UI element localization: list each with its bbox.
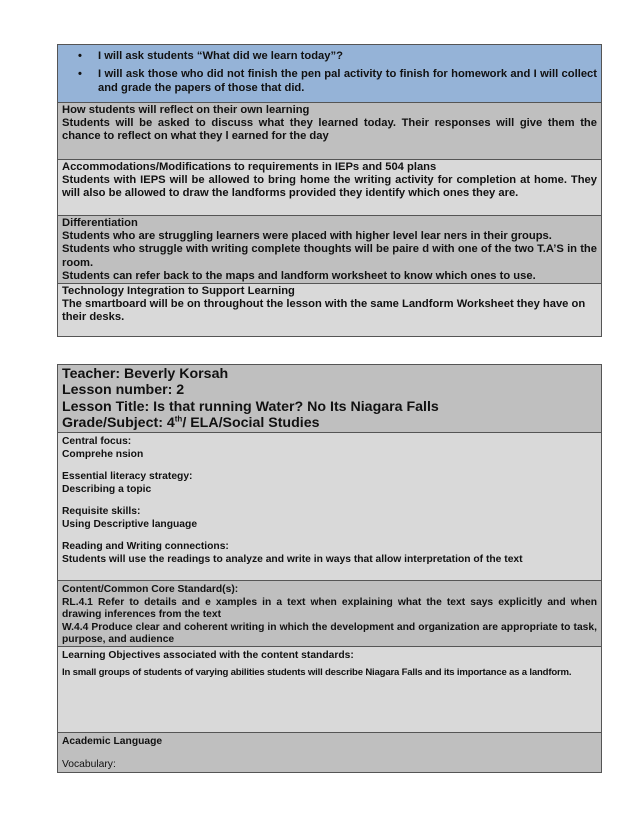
objectives-cell (58, 647, 601, 733)
reading-writing-label: Reading and Writing connections: (62, 541, 229, 552)
reflection-title: How students will reflect on their own learning (62, 104, 310, 116)
bullet-icon: • (78, 68, 82, 80)
literacy-strategy-value: Describing a topic (62, 483, 152, 495)
standards-cell (58, 581, 601, 647)
teacher-name: Teacher: Beverly Korsah (62, 366, 229, 382)
standard-w: W.4.4 Produce clear and coherent writing in which the development and organization are appropriate to task, purpose, and audience (62, 621, 597, 645)
lesson-number: Lesson number: 2 (62, 382, 185, 399)
lesson-header-cell (58, 365, 601, 433)
bullet-item: • I will ask those who did not finish the pen pal activity to finish for homework and I will collect and grade the papers of those that did. (78, 68, 597, 94)
reflection-cell (58, 103, 601, 160)
lesson-title: Lesson Title: Is that running Water? No Its Niagara Falls (62, 398, 439, 415)
accommodations-text: Students with IEPS will be allowed to bring home the writing activity for completion at home. They will also be allowed to draw the landforms provided they identify which ones they are. (62, 174, 597, 200)
differentiation-cell (58, 216, 601, 284)
objectives-text: In small groups of students of varying abilities students will describe Niagara Falls and its importance as a landform. (62, 666, 572, 678)
technology-text: The smartboard will be on throughout the lesson with the same Landform Worksheet they have on their desks. (62, 298, 586, 324)
requisite-skills-value: Using Descriptive language (62, 518, 198, 530)
bullet-item: • I will ask students “What did we learn today”? (78, 50, 343, 62)
standard-rl: RL.4.1 Refer to details and e xamples in a text when explaining what the text says explicitly and when drawing inferences from the text (62, 596, 597, 620)
technology-cell (58, 284, 601, 337)
central-focus-value: Comprehe nsion (62, 448, 144, 460)
accommodations-title: Accommodations/Modifications to requirements in IEPs and 504 plans (62, 161, 437, 173)
lesson-plan-table-continued (57, 44, 602, 337)
differentiation-title: Differentiation (62, 217, 138, 229)
reflection-text: Students will be asked to discuss what they learned today. Their responses will give them the chance to reflect on what they l earned for the day (62, 117, 597, 143)
differentiation-line: Students who are struggling learners were placed with higher level lear ners in their groups. (62, 230, 552, 243)
central-focus-label: Central focus: (62, 436, 132, 447)
differentiation-line: Students can refer back to the maps and landform worksheet to know which ones to use. (62, 269, 536, 282)
focus-cell (58, 433, 601, 581)
differentiation-line: Students who struggle with writing complete thoughts will be paire d with one of the two T.A’S in the room. (62, 243, 597, 269)
vocabulary-label: Vocabulary: (62, 758, 116, 770)
grade-subject: Grade/Subject: 4th/ ELA/Social Studies (62, 414, 320, 431)
academic-language-cell (58, 733, 601, 773)
bullet-icon: • (78, 50, 82, 62)
requisite-skills-label: Requisite skills: (62, 506, 141, 517)
lesson-plan-table (57, 364, 602, 773)
reading-writing-value: Students will use the readings to analyze and write in ways that allow interpretation of the text (62, 553, 523, 565)
literacy-strategy-label: Essential literacy strategy: (62, 471, 193, 482)
bullet-list (62, 46, 597, 101)
technology-title: Technology Integration to Support Learning (62, 285, 295, 297)
objectives-title: Learning Objectives associated with the content standards: (62, 650, 354, 661)
academic-language-title: Academic Language (62, 736, 163, 747)
closure-bullets-cell (58, 45, 601, 103)
accommodations-cell (58, 160, 601, 216)
standards-title: Content/Common Core Standard(s): (62, 584, 239, 595)
